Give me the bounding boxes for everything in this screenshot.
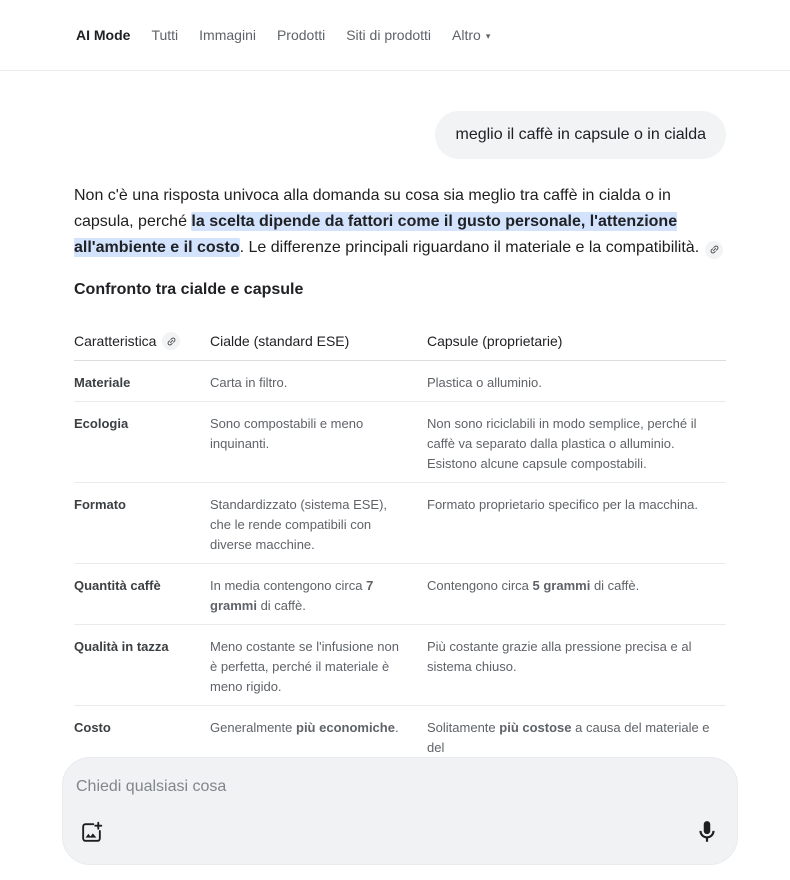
text-segment: 5 grammi	[532, 578, 591, 593]
tab-altro[interactable]	[452, 27, 490, 43]
cialde-cell	[210, 402, 427, 482]
text-segment: Sono compostabili e meno inquinanti.	[210, 416, 364, 451]
search-tabs	[76, 27, 490, 43]
feature-cell: Costo	[74, 720, 111, 735]
text-segment: Più costante grazie alla pressione precisa e al sistema chiuso.	[427, 639, 692, 674]
table-row	[74, 361, 726, 402]
comparison-heading: Confronto tra cialde e capsule	[74, 281, 304, 298]
add-image-icon[interactable]	[79, 820, 104, 845]
cialde-cell	[210, 361, 427, 401]
cialde-cell	[210, 483, 427, 563]
text-segment: Generalmente	[210, 720, 296, 735]
table-body	[74, 361, 726, 767]
tab-tutti[interactable]: Tutti	[151, 27, 179, 43]
text-segment: più costose	[499, 720, 572, 735]
feature-cell: Ecologia	[74, 416, 129, 431]
tab-prodotti[interactable]: Prodotti	[276, 27, 326, 43]
text-segment: a causa del materiale e del	[427, 720, 710, 755]
text-segment: Non sono riciclabili in modo semplice, perché il caffè va separato dalla plastica o alluminio. Esistono alcune capsule compostabili.	[427, 416, 697, 471]
column-header-label: Caratteristica	[74, 333, 157, 349]
tab-immagini[interactable]: Immagini	[199, 27, 256, 43]
text-segment: Formato proprietario specifico per la macchina.	[427, 497, 698, 512]
text-segment: .	[394, 720, 399, 735]
text-segment: Solitamente	[427, 720, 500, 735]
ask-anything-composer[interactable]	[62, 757, 738, 865]
feature-cell: Qualità in tazza	[74, 639, 169, 654]
capsule-cell	[427, 361, 726, 401]
feature-cell: Formato	[74, 497, 126, 512]
text-segment: Meno costante se l'infusione non è perfetta, perché il materiale è meno rigido.	[210, 639, 399, 694]
query-row	[74, 111, 726, 159]
capsule-cell	[427, 564, 726, 624]
capsule-cell	[427, 402, 726, 482]
chevron-down-icon: ▾	[485, 31, 491, 41]
highlighted-claim[interactable]: la scelta dipende da fattori come il gusto personale, l'attenzione all'ambiente e il costo	[74, 213, 678, 256]
text-segment: In media contengono circa	[210, 578, 367, 593]
user-query-bubble: meglio il caffè in capsule o in cialda	[435, 111, 726, 159]
cialde-cell	[210, 625, 427, 705]
feature-cell: Materiale	[74, 375, 131, 390]
tab-siti-di-prodotti[interactable]: Siti di prodotti	[346, 27, 432, 43]
text-segment: Non c'è una risposta univoca alla domanda su cosa sia meglio tra caffè in cialda o in capsula, perché	[74, 187, 671, 230]
text-segment: di caffè.	[590, 578, 640, 593]
citation-link-icon[interactable]	[705, 241, 723, 259]
ai-answer-panel	[0, 111, 790, 767]
answer-paragraph	[74, 183, 726, 261]
text-segment: più economiche	[296, 720, 395, 735]
text-segment: Carta in filtro.	[210, 375, 288, 390]
capsule-cell	[427, 625, 726, 705]
column-header-caratteristica	[74, 332, 210, 350]
table-row	[74, 402, 726, 483]
text-segment: Standardizzato (sistema ESE), che le rende compatibili con diverse macchine.	[210, 497, 388, 552]
table-row	[74, 483, 726, 564]
table-row	[74, 625, 726, 706]
answer-text	[74, 187, 699, 257]
capsule-cell	[427, 483, 726, 563]
composer-toolbar	[76, 819, 723, 845]
column-header-cialde: Cialde (standard ESE)	[210, 333, 350, 349]
column-header-capsule: Capsule (proprietarie)	[427, 333, 563, 349]
comparison-table	[74, 332, 726, 767]
tab-ai-mode[interactable]: AI Mode	[76, 27, 131, 43]
table-header-row	[74, 332, 726, 361]
text-segment: 7 grammi	[210, 578, 374, 613]
mic-icon[interactable]	[694, 819, 720, 845]
citation-link-icon[interactable]	[162, 332, 180, 350]
text-segment: . Le differenze principali riguardano il materiale e la compatibilità.	[239, 239, 700, 256]
cialde-cell	[210, 564, 427, 624]
table-row	[74, 564, 726, 625]
text-segment: di caffè.	[256, 598, 306, 613]
text-segment: Plastica o alluminio.	[427, 375, 542, 390]
text-segment: Contengono circa	[427, 578, 533, 593]
tab-altro-label: Altro	[452, 27, 481, 43]
results-navbar	[0, 0, 790, 71]
composer-input[interactable]: Chiedi qualsiasi cosa	[76, 778, 227, 795]
feature-cell: Quantità caffè	[74, 578, 161, 593]
